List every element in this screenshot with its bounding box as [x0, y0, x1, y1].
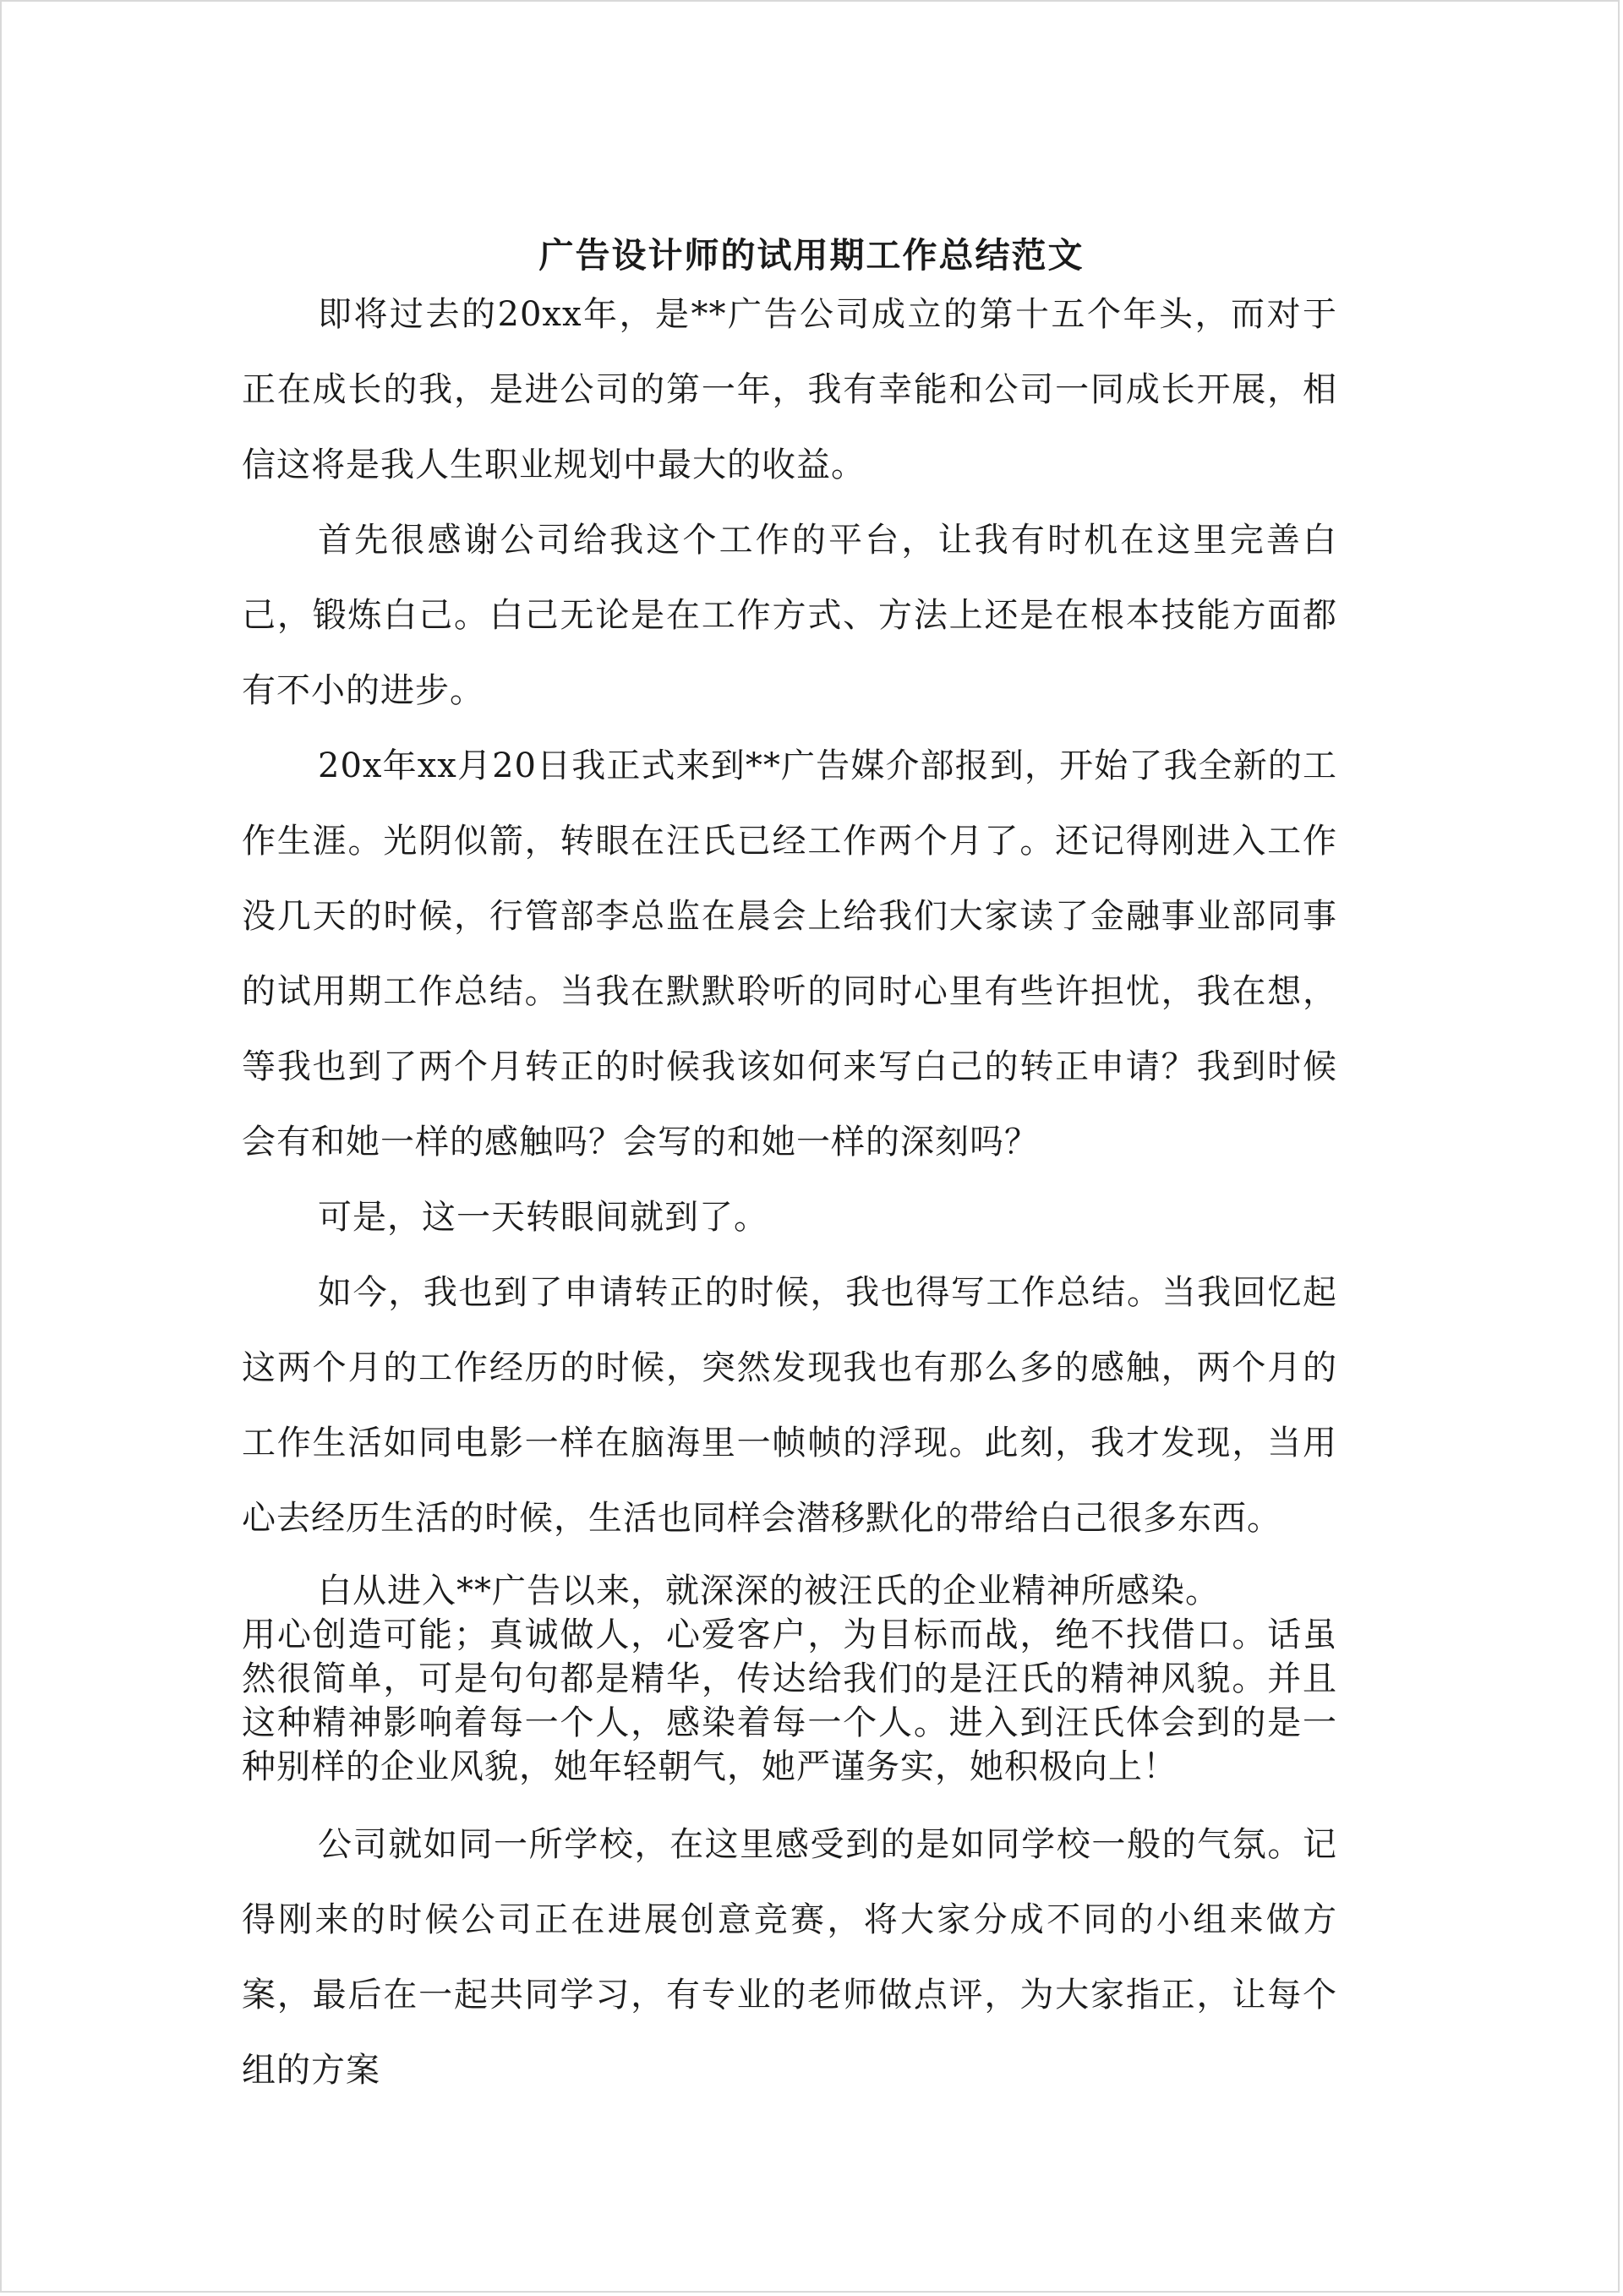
paragraph: 即将过去的20xx年，是**广告公司成立的第十五个年头，而对于正在成长的我，是进公司的第一年，我有幸能和公司一同成长开展，相信这将是我人生职业规划中最大的收益。: [242, 295, 1337, 484]
paragraph: 公司就如同一所学校，在这里感受到的是如同学校一般的气氛。记得刚来的时候公司正在进展创意竞赛，将大家分成不同的小组来做方案，最后在一起共同学习，有专业的老师做点评，为大家指正，让每个组的方案: [242, 1825, 1337, 2090]
paragraph-dense: [242, 1569, 1337, 1789]
dense-rest: 用心创造可能；真诚做人，心爱客户，为目标而战，绝不找借口。话虽然很简单，可是句句都是精华，传达给我们的是汪氏的精神风貌。并且这种精神影响着每一个人，感染着每一个人。进入到汪氏体会到的是一种别样的企业风貌，她年轻朝气，她严谨务实，她积极向上！: [242, 1615, 1337, 1786]
dense-first-line: 白从进入**广告以来，就深深的被汪氏的企业精神所感染。: [318, 1572, 1220, 1610]
paragraph: 如今，我也到了申请转正的时候，我也得写工作总结。当我回忆起这两个月的工作经历的时候，突然发现我也有那么多的感触，两个月的工作生活如同电影一样在脑海里一帧帧的浮现。此刻，我才发现，当用心去经历生活的时候，生活也同样会潜移默化的带给白己很多东西。: [242, 1273, 1337, 1538]
paragraph: 首先很感谢公司给我这个工作的平台，让我有时机在这里完善白己，锻炼白己。白己无论是在工作方式、方法上还是在根本技能方面都有不小的进步。: [242, 521, 1337, 710]
document-title: 广告设计师的试用期工作总结范文: [538, 235, 1085, 276]
paragraph: 20x年xx月20日我正式来到**广告媒介部报到，开始了我全新的工作生涯。光阴似箭，转眼在汪氏已经工作两个月了。还记得刚进入工作没几天的时候，行管部李总监在晨会上给我们大家读了金融事业部同事的试用期工作总结。当我在默默聆听的同时心里有些许担忧，我在想，等我也到了两个月转正的时候我该如何来写白己的转正申请？我到时候会有和她一样的感触吗？会写的和她一样的深刻吗？: [242, 746, 1337, 1162]
document-body: [242, 277, 1337, 2108]
paragraph: 可是，这一天转眼间就到了。: [318, 1198, 768, 1237]
